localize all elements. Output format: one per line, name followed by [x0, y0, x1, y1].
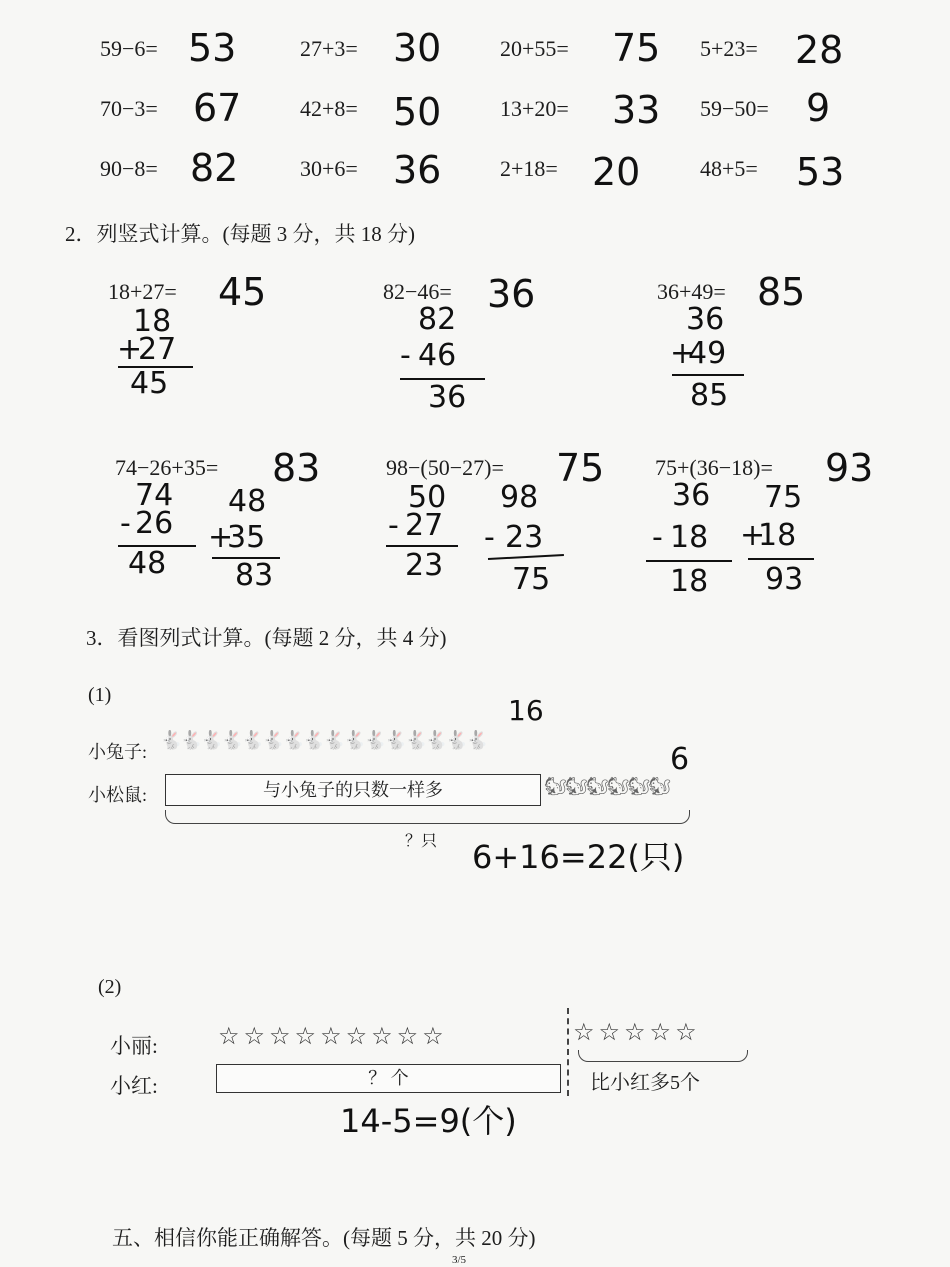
divider-dashed-line	[567, 1008, 569, 1096]
handwritten-extra-count: 6	[670, 742, 690, 777]
star-icon: ☆	[320, 1022, 342, 1050]
star-icon: ☆	[243, 1022, 266, 1050]
step-operator: -	[484, 520, 495, 555]
problem-answer: 36	[487, 272, 536, 316]
xiaohong-label: 小红:	[110, 1074, 158, 1098]
problem-1-label: (1)	[88, 684, 112, 706]
problem-question: 74−26+35=	[115, 455, 219, 480]
section-3-title: 3．看图列式计算。(每题 2 分，共 4 分)	[86, 626, 447, 650]
step-operator: +	[117, 332, 143, 367]
step-result: 75	[512, 562, 551, 597]
oral-answer: 67	[193, 86, 242, 130]
problem-question: 82−46=	[383, 279, 452, 304]
handwritten-answer-2: 14-5=9(个)	[340, 1102, 517, 1140]
step-bottom: 18	[670, 520, 709, 555]
oral-answer: 9	[806, 86, 831, 130]
step-top: 75	[764, 480, 803, 515]
xiaohong-bar: ？ 个	[216, 1064, 561, 1093]
star-icon: ☆	[345, 1022, 368, 1050]
rabbit-icon: 🐇🐇	[282, 730, 324, 750]
star-icon: ☆	[649, 1018, 672, 1046]
step-bottom: 23	[505, 520, 544, 555]
star-icon: ☆	[624, 1018, 646, 1046]
rabbit-icon: 🐇🐇	[364, 730, 405, 750]
star-icon: ☆	[598, 1018, 621, 1046]
step-result: 93	[765, 562, 804, 597]
step-bottom: 18	[758, 518, 797, 553]
handwritten-answer-1: 6+16=22(只)	[472, 838, 685, 876]
problem-question: 18+27=	[108, 279, 177, 304]
rabbit-icon: 🐇🐇	[404, 730, 446, 750]
step-bottom: 46	[418, 338, 457, 373]
extra-brace	[578, 1050, 748, 1062]
step-bottom: 27	[138, 332, 177, 367]
star-icon: ☆	[269, 1022, 291, 1050]
star-icon: ☆	[371, 1022, 393, 1050]
squirrel-icon: 🐿🐿	[544, 776, 586, 796]
problem-question: 36+49=	[657, 279, 726, 304]
step-operator: -	[120, 506, 131, 541]
section-5-title: 五、相信你能正确解答。(每题 5 分，共 20 分)	[112, 1226, 536, 1250]
difference-line	[386, 545, 458, 547]
step-top: 36	[686, 302, 725, 337]
oral-answer: 75	[612, 26, 661, 70]
extra-squirrel-row	[544, 776, 720, 806]
oral-question: 5+23=	[700, 36, 758, 61]
step-result: 23	[405, 548, 444, 583]
total-question: ？只	[405, 833, 438, 850]
step-operator: +	[670, 336, 696, 371]
step-result: 85	[690, 378, 729, 413]
step-top: 50	[408, 480, 447, 515]
problem-answer: 45	[218, 270, 267, 314]
rabbit-icon: 🐇🐇	[445, 730, 487, 750]
xiaoli-stars-right	[573, 1018, 753, 1046]
oral-question: 48+5=	[700, 156, 758, 181]
oral-answer: 53	[188, 26, 237, 70]
squirrel-icon: 🐿🐿	[585, 776, 628, 796]
problem-answer: 83	[272, 446, 321, 490]
star-icon: ☆	[294, 1022, 317, 1050]
problem-question: 75+(36−18)=	[655, 455, 773, 480]
step-operator: -	[652, 520, 663, 555]
step-result: 83	[235, 558, 274, 593]
step-top: 74	[135, 478, 174, 513]
step-top: 98	[500, 480, 539, 515]
star-icon: ☆	[218, 1022, 240, 1050]
problem-answer: 75	[556, 446, 605, 490]
xiaoli-stars-left	[218, 1022, 563, 1050]
section-2-title: 2．列竖式计算。(每题 3 分，共 18 分)	[65, 222, 415, 246]
star-icon: ☆	[675, 1018, 697, 1046]
rabbit-icon: 🐇🐇	[200, 730, 242, 750]
oral-question: 27+3=	[300, 36, 358, 61]
oral-question: 59−6=	[100, 36, 158, 61]
star-icon: ☆	[396, 1022, 419, 1050]
rabbit-label: 小兔子:	[88, 742, 148, 762]
oral-question: 2+18=	[500, 156, 558, 181]
sum-line	[748, 558, 814, 560]
rabbit-icon: 🐇🐇	[323, 730, 365, 750]
step-bottom: 49	[688, 336, 727, 371]
sum-line	[672, 374, 744, 376]
step-result: 45	[130, 366, 169, 401]
problem-answer: 85	[757, 270, 806, 314]
step-result: 36	[428, 380, 467, 415]
rabbit-row	[160, 730, 555, 762]
oral-answer: 82	[190, 146, 239, 190]
oral-answer: 30	[393, 26, 442, 70]
step-bottom: 27	[405, 508, 444, 543]
squirrel-icon: 🐿🐿	[627, 776, 670, 796]
problem-answer: 93	[825, 446, 874, 490]
step-bottom: 26	[135, 506, 174, 541]
step-bottom: 35	[227, 520, 266, 555]
step-top: 36	[672, 478, 711, 513]
oral-answer: 20	[592, 150, 641, 194]
oral-question: 13+20=	[500, 96, 569, 121]
squirrel-label: 小松鼠:	[88, 785, 148, 805]
step-operator: +	[208, 520, 234, 555]
oral-answer: 50	[393, 90, 442, 134]
squirrel-equal-bar: 与小兔子的只数一样多	[165, 774, 541, 806]
star-icon: ☆	[422, 1022, 444, 1050]
oral-question: 42+8=	[300, 96, 358, 121]
oral-question: 70−3=	[100, 96, 158, 121]
step-result: 48	[128, 546, 167, 581]
oral-question: 59−50=	[700, 96, 769, 121]
oral-answer: 53	[796, 150, 845, 194]
oral-question: 90−8=	[100, 156, 158, 181]
step-result: 18	[670, 564, 709, 599]
oral-answer: 36	[393, 148, 442, 192]
star-icon: ☆	[573, 1018, 595, 1046]
step-top: 18	[133, 304, 172, 339]
handwritten-rabbit-count: 16	[508, 694, 544, 727]
step-top: 48	[228, 484, 267, 519]
oral-question: 20+55=	[500, 36, 569, 61]
difference-line	[646, 560, 732, 562]
total-brace	[165, 810, 690, 824]
step-top: 82	[418, 302, 457, 337]
oral-question: 30+6=	[300, 156, 358, 181]
problem-question: 98−(50−27)=	[386, 455, 504, 480]
step-operator: -	[400, 338, 411, 373]
problem-2-label: (2)	[98, 976, 122, 998]
page-number: 3/5	[452, 1254, 467, 1266]
rabbit-icon: 🐇🐇	[160, 730, 201, 750]
step-operator: -	[388, 508, 399, 543]
oral-answer: 33	[612, 88, 661, 132]
xiaoli-label: 小丽:	[110, 1034, 158, 1058]
rabbit-icon: 🐇🐇	[241, 730, 283, 750]
step-operator: +	[740, 518, 766, 553]
more-than-label: 比小红多5个	[590, 1072, 700, 1094]
oral-answer: 28	[795, 28, 844, 72]
